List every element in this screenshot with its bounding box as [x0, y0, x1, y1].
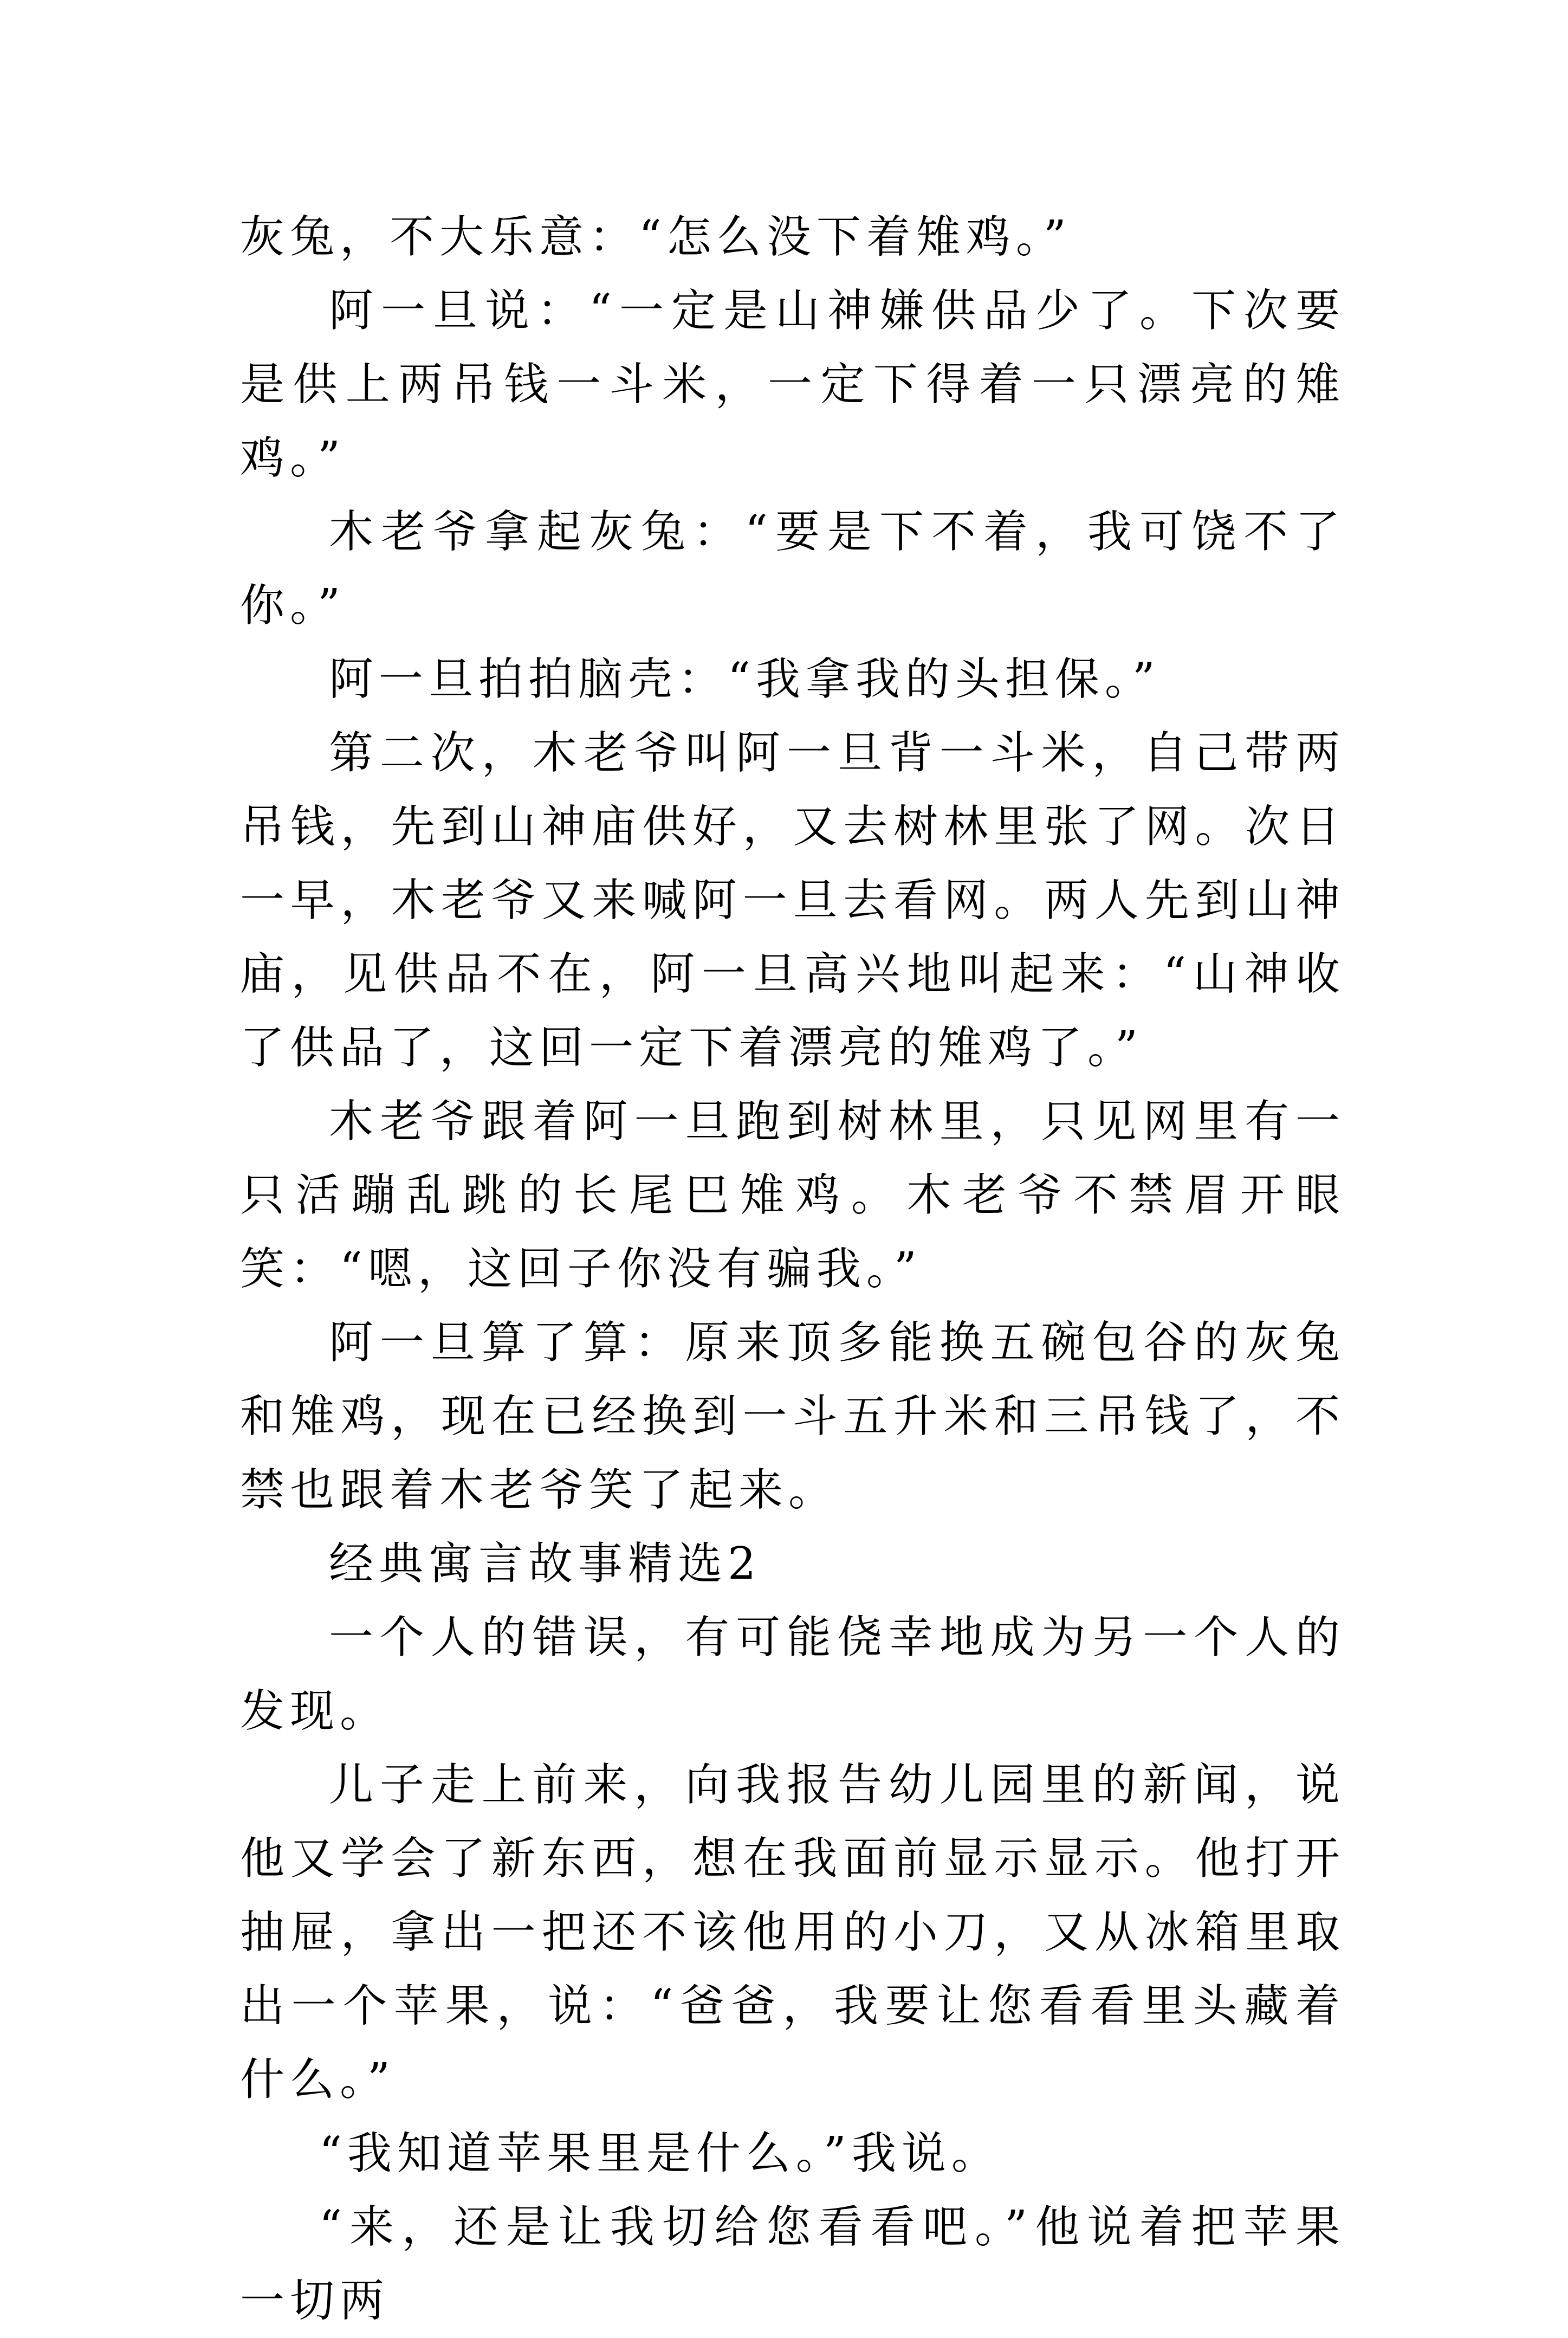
paragraph-4: 阿一旦拍拍脑壳：“我拿我的头担保。”: [329, 654, 1161, 705]
paragraph-6: 木老爷跟着阿一旦跑到树林里，只见网里有一只活蹦乱跳的长尾巴雉鸡。木老爷不禁眉开眼笑：“嗯，这回子你没有骗我。”: [240, 1096, 1345, 1295]
paragraph-2: 阿一旦说：“一定是山神嫌供品少了。下次要是供上两吊钱一斗米，一定下得着一只漂亮的雉鸡。”: [240, 285, 1345, 484]
paragraph-1: 灰兔，不大乐意：“怎么没下着雉鸡。”: [240, 211, 1072, 263]
paragraph-3: 木老爷拿起灰兔：“要是下不着，我可饶不了你。”: [240, 506, 1345, 631]
paragraph-7: 阿一旦算了算：原来顶多能换五碗包谷的灰兔和雉鸡，现在已经换到一斗五升米和三吊钱了，不禁也跟着木老爷笑了起来。: [240, 1317, 1345, 1516]
paragraph-10: 儿子走上前来，向我报告幼儿园里的新闻，说他又学会了新东西，想在我面前显示显示。他打开抽屉，拿出一把还不该他用的小刀，又从冰箱里取出一个苹果，说：“爸爸，我要让您看看里头藏着什么。”: [240, 1759, 1345, 2106]
paragraph-9: 一个人的错误，有可能侥幸地成为另一个人的发现。: [240, 1612, 1345, 1737]
section-heading: 经典寓言故事精选2: [329, 1538, 762, 1590]
paragraph-5: 第二次，木老爷叫阿一旦背一斗米，自己带两吊钱，先到山神庙供好，又去树林里张了网。次日一早，木老爷又来喊阿一旦去看网。两人先到山神庙，见供品不在，阿一旦高兴地叫起来：“山神收了供品了，这回一定下着漂亮的雉鸡了。”: [240, 727, 1345, 1074]
document-body: [240, 201, 1345, 2338]
paragraph-12: “来，还是让我切给您看看吧。”他说着把苹果一切两: [240, 2201, 1345, 2327]
paragraph-11: “我知道苹果里是什么。”我说。: [319, 2128, 1001, 2179]
